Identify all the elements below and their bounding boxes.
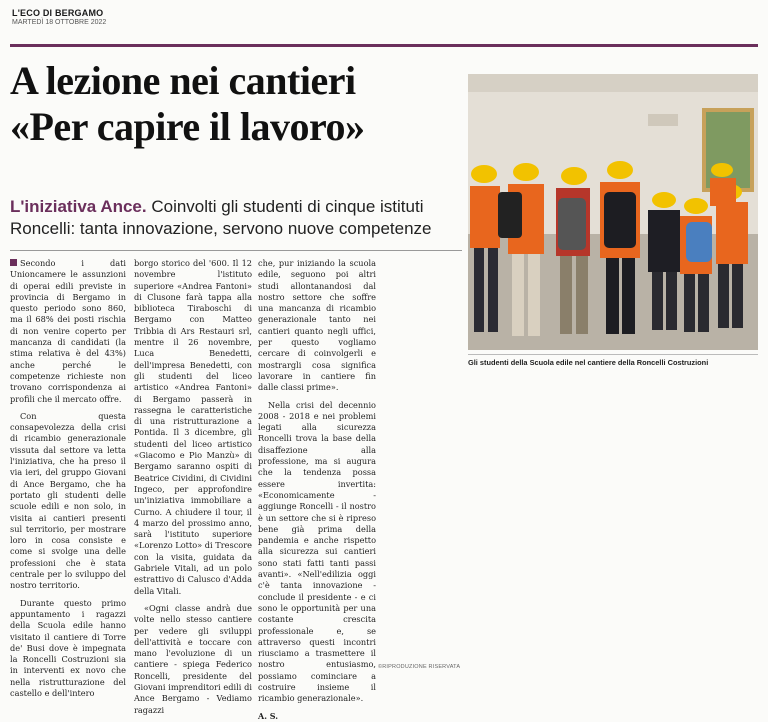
issue-date: MARTEDÌ 18 OTTOBRE 2022 <box>12 19 107 26</box>
deck-divider <box>10 250 462 251</box>
headline-line-2: «Per capire il lavoro» <box>10 104 365 149</box>
section-rule <box>10 44 758 47</box>
kicker: L'iniziativa Ance. <box>10 197 147 216</box>
author-signature: A. S. <box>258 710 279 721</box>
paragraph: Nella crisi del decennio 2008 - 2018 e nei problemi legati alla sicurezza Roncelli trova la base della disaffezione alla professione, ma si augura che la tendenza possa essere invertita: «Economicamente - aggiunge Roncelli - il nostro è un settore che si è ripreso bene già prima della pandemia e anche rispetto alla sicurezza sui cantieri sono stati fatti tanti passi avanti». «Nell'edilizia oggi c'è tanta innovazione - conclude il presidente - e ci sono le opportunità per una costante crescita professionale e, se attraverso questi incontri riusciamo a trasmettere il nostro entusiasmo, possiamo cominciare a costruire insieme il ricambio generazionale». <box>258 399 376 704</box>
article-column-3 <box>258 258 376 722</box>
subheadline <box>10 196 462 240</box>
headline <box>10 58 460 150</box>
paragraph: che, pur iniziando la scuola edile, seguono poi altri studi allontanandosi dal nostro settore che soffre una mancanza di ricambio generazionale tanto nei cantieri quanto negli uffici, per questo vogliamo cercare di coinvolgerli e mostrargli cosa significa lavorare in cantiere fin dalle classi prime». <box>258 258 376 393</box>
newspaper-name: L'ECO DI BERGAMO <box>12 8 104 18</box>
article-column-2 <box>134 258 252 722</box>
headline-line-1: A lezione nei cantieri <box>10 58 356 103</box>
paragraph: borgo storico del '600. Il 12 novembre l'istituto superiore «Andrea Fantoni» di Clusone farà tappa alla biblioteca Tiraboschi di Bergamo con Matteo Tribbia di Ars Restauri srl, mentre il 26 novembre, Luca Benedetti, dell'impresa Benedetti, con gli studenti del liceo artistico «Andrea Fantoni» di Bergamo passerà in rassegna le caratteristiche di una ristrutturazione a Pontida. Il 3 dicembre, gli studenti del liceo artistico «Giacomo e Pio Manzù» di Bergamo saranno ospiti di Beatrice Cividini, di Cividini Ingeco, per approfondire un'iniziativa immobiliare a Curno. A chiudere il tour, il 4 marzo del prossimo anno, sarà l'istituto superiore «Lorenzo Lotto» di Trescore con la visita, guidata da Gabriele Vitali, ad un polo estrattivo di Calusco d'Adda della Vitali. <box>134 258 252 596</box>
paragraph-text: Secondo i dati Unioncamere le assunzioni di operai edili previste in provincia di Bergamo in questo periodo sono 860, ma il 68% dei posti rischia di non venire coperto per mancanza di candidati (la stima relativa è del 43%) anche perché le competenze richieste non trovano corrispondenza ai profili che il mercato offre. <box>10 258 126 404</box>
students-construction-site-illustration <box>468 74 758 350</box>
article-column-1 <box>10 258 126 705</box>
paragraph: Con questa consapevolezza della crisi di ricambio generazionale vissuta dal settore va letta l'iniziativa, che ha preso il via ieri, del gruppo Giovani di Ance Bergamo, che ha portato gli studenti delle scuole edili e non solo, in visita ai cantieri presenti sul territorio, per mostrare loro in cosa consiste e come si svolge una delle professioni che è stata centrale per lo sviluppo del nostro territorio. <box>10 410 126 591</box>
paragraph: «Ogni classe andrà due volte nello stesso cantiere per vedere gli sviluppi dell'attività e toccare con mano l'evoluzione di un cantiere - spiega Federico Roncelli, presidente del Giovani imprenditori edili di Ance Bergamo - Vediamo ragazzi <box>134 602 252 715</box>
subheadline-text: Coinvolti gli studenti di cinque istituti Roncelli: tanta innovazione, servono nuove competenze <box>10 197 432 238</box>
paragraph <box>10 258 126 405</box>
copyright-notice: ©RIPRODUZIONE RISERVATA <box>378 664 461 670</box>
photo-caption: Gli studenti della Scuola edile nel cantiere della Roncelli Costruzioni <box>468 354 758 367</box>
paragraph: Durante questo primo appuntamento i ragazzi della Scuola edile hanno visitato il cantiere di Torre de' Busi dove è impegnata la Roncelli Costruzioni sia in interventi ex novo che nella ristrutturazione del castello e dell'intero <box>10 597 126 698</box>
lead-marker-icon <box>10 259 17 266</box>
masthead <box>12 8 106 26</box>
article-photo <box>468 74 758 350</box>
